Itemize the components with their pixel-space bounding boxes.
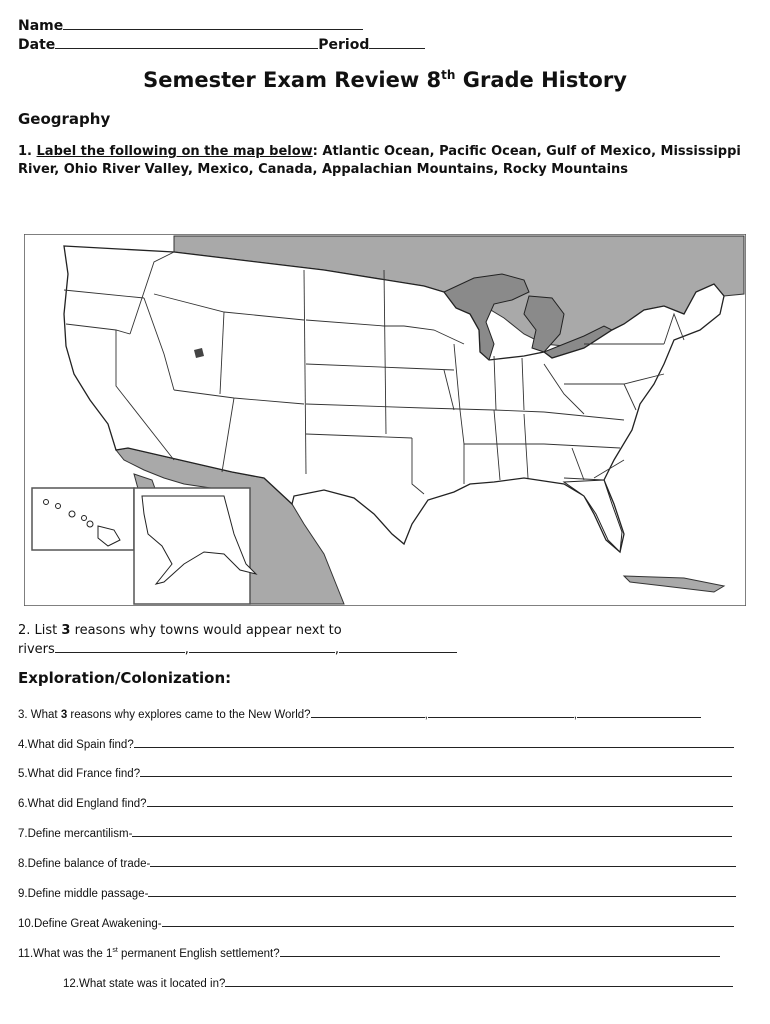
q3-answer-2[interactable] <box>428 705 574 718</box>
q2-line-1 <box>18 622 457 640</box>
q4-answer[interactable] <box>134 735 734 748</box>
q11-prefix: 11.What was the 1 <box>18 948 113 960</box>
question-11 <box>18 944 720 960</box>
q7-answer[interactable] <box>132 824 732 837</box>
q3-bold: 3 <box>60 709 68 721</box>
q3-answer-3[interactable] <box>577 705 701 718</box>
q8-text: 8.Define balance of trade- <box>18 858 151 870</box>
q2-line-2: rivers , , <box>18 640 457 659</box>
page-title <box>0 68 770 92</box>
q11-suffix: permanent English settlement? <box>117 948 280 960</box>
question-2 <box>18 622 457 659</box>
period-blank[interactable] <box>369 36 425 49</box>
q2-suffix: reasons why towns would appear next to <box>70 623 342 638</box>
question-8 <box>18 854 736 870</box>
title-text-end: Grade History <box>455 68 627 92</box>
question-6 <box>18 794 733 810</box>
us-outline-map <box>24 234 746 606</box>
q6-answer[interactable] <box>147 794 733 807</box>
name-label: Name <box>18 18 64 34</box>
q2-rivers-label: rivers <box>18 642 55 657</box>
exploration-heading: Exploration/Colonization: <box>18 669 232 687</box>
title-text: Semester Exam Review 8 <box>143 68 442 92</box>
q12-answer[interactable] <box>225 974 733 987</box>
date-label: Date <box>18 37 56 53</box>
name-field[interactable] <box>18 17 363 34</box>
q2-bold: 3 <box>61 623 71 638</box>
question-9 <box>18 884 736 900</box>
q3-suffix: reasons why explores came to the New World? <box>67 709 311 721</box>
q10-text: 10.Define Great Awakening- <box>18 918 162 930</box>
q1-number: 1. <box>18 144 37 159</box>
q11-superscript: st <box>112 947 118 954</box>
question-1 <box>18 143 748 179</box>
name-blank[interactable] <box>63 17 363 30</box>
q2-answer-3[interactable] <box>339 640 457 653</box>
q3-prefix: 3. What <box>18 709 61 721</box>
question-10 <box>18 914 734 930</box>
question-4 <box>18 735 734 751</box>
q5-answer[interactable] <box>140 764 732 777</box>
q2-answer-1[interactable] <box>55 640 185 653</box>
q4-text: 4.What did Spain find? <box>18 739 134 751</box>
period-label: Period <box>318 37 370 53</box>
question-12 <box>63 974 733 990</box>
q11-answer[interactable] <box>280 944 720 957</box>
q12-text: 12.What state was it located in? <box>63 978 226 990</box>
q6-text: 6.What did England find? <box>18 798 147 810</box>
title-superscript: th <box>441 68 456 82</box>
q3-answer-1[interactable] <box>311 705 425 718</box>
question-3: 3. What 3 reasons why explores came to the New World? , , <box>18 705 701 721</box>
question-5 <box>18 764 732 780</box>
q9-answer[interactable] <box>148 884 736 897</box>
q8-answer[interactable] <box>150 854 736 867</box>
date-blank[interactable] <box>55 36 318 49</box>
geography-heading: Geography <box>18 110 111 128</box>
q2-answer-2[interactable] <box>189 640 335 653</box>
q1-items: : Atlantic Ocean, Pacific Ocean, Gulf of Mexico, Mississippi River, Ohio River Valley, Mexico, Canada, Appalachian Mountains, Rocky Mountains <box>18 144 741 177</box>
q9-text: 9.Define middle passage- <box>18 888 149 900</box>
date-period-field[interactable] <box>18 36 425 53</box>
question-7 <box>18 824 732 840</box>
q5-text: 5.What did France find? <box>18 768 141 780</box>
q7-text: 7.Define mercantilism- <box>18 828 133 840</box>
q2-prefix: 2. List <box>18 623 62 638</box>
q1-instruction: Label the following on the map below <box>36 144 313 159</box>
q10-answer[interactable] <box>162 914 734 927</box>
